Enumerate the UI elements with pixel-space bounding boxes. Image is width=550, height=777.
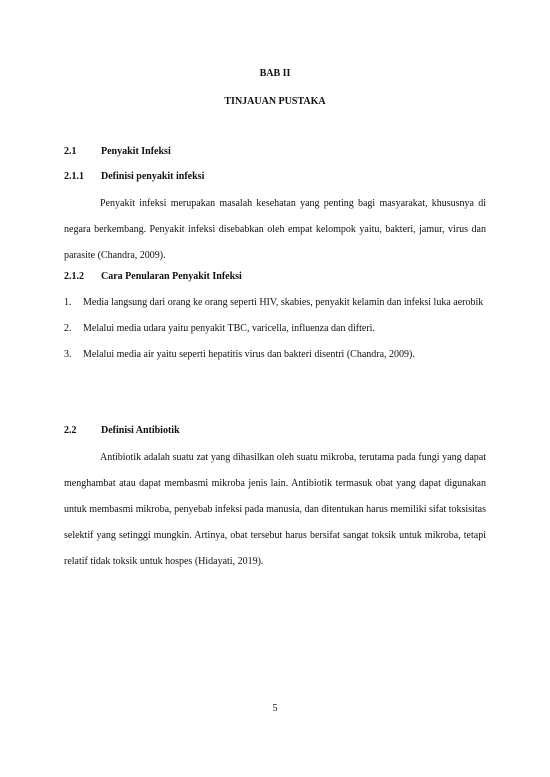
section-number: 2.1.1	[64, 171, 84, 182]
section-title: Penyakit Infeksi	[101, 146, 171, 157]
list-number: 2.	[64, 323, 72, 334]
list-item-text: Melalui media air yaitu seperti hepatitis virus dan bakteri disentri (Chandra, 2009).	[83, 349, 415, 360]
section-2-1-heading	[64, 146, 171, 157]
section-2-1-2-heading	[64, 271, 242, 282]
paragraph-antibiotic-definition	[64, 445, 486, 575]
section-title: Definisi Antibiotik	[101, 425, 180, 436]
page-number: 5	[272, 703, 278, 714]
list-item	[64, 342, 486, 368]
section-2-2-heading	[64, 425, 180, 436]
chapter-title: TINJAUAN PUSTAKA	[224, 96, 326, 107]
paragraph-infection-definition	[64, 191, 486, 269]
section-2-1-1-heading	[64, 171, 204, 182]
section-number: 2.1.2	[64, 271, 84, 282]
list-number: 3.	[64, 349, 72, 360]
section-number: 2.2	[64, 425, 77, 436]
transmission-list	[64, 290, 486, 368]
section-title: Cara Penularan Penyakit Infeksi	[101, 271, 242, 282]
section-number: 2.1	[64, 146, 77, 157]
section-title: Definisi penyakit infeksi	[101, 171, 205, 182]
list-item-text: Melalui media udara yaitu penyakit TBC, varicella, influenza dan difteri.	[83, 323, 375, 334]
chapter-label: BAB II	[259, 68, 291, 79]
list-item	[64, 316, 486, 342]
paragraph-text: Antibiotik adalah suatu zat yang dihasilkan oleh suatu mikroba, terutama pada fungi yang dapat menghambat atau dapat membasmi mikroba jenis lain. Antibiotik termasuk obat yang dapat digunakan untuk membasmi mikroba, penyebab infeksi pada manusia, dan ditentukan harus memiliki sifat toksisitas selektif yang setinggi mungkin. Artinya, obat tersebut harus bersifat sangat toksik untuk mikroba, tetapi relatif tidak toksik untuk hospes (Hidayati, 2019).	[64, 452, 486, 567]
list-item-text: Media langsung dari orang ke orang seperti HIV, skabies, penyakit kelamin dan infeksi luka aerobik	[83, 297, 484, 308]
list-number: 1.	[64, 297, 72, 308]
paragraph-text: Penyakit infeksi merupakan masalah kesehatan yang penting bagi masyarakat, khususnya di negara berkembang. Penyakit infeksi disebabkan oleh empat kelompok yaitu, bakteri, jamur, virus dan parasite (Chandra, 2009).	[64, 198, 486, 261]
list-item	[64, 290, 486, 316]
